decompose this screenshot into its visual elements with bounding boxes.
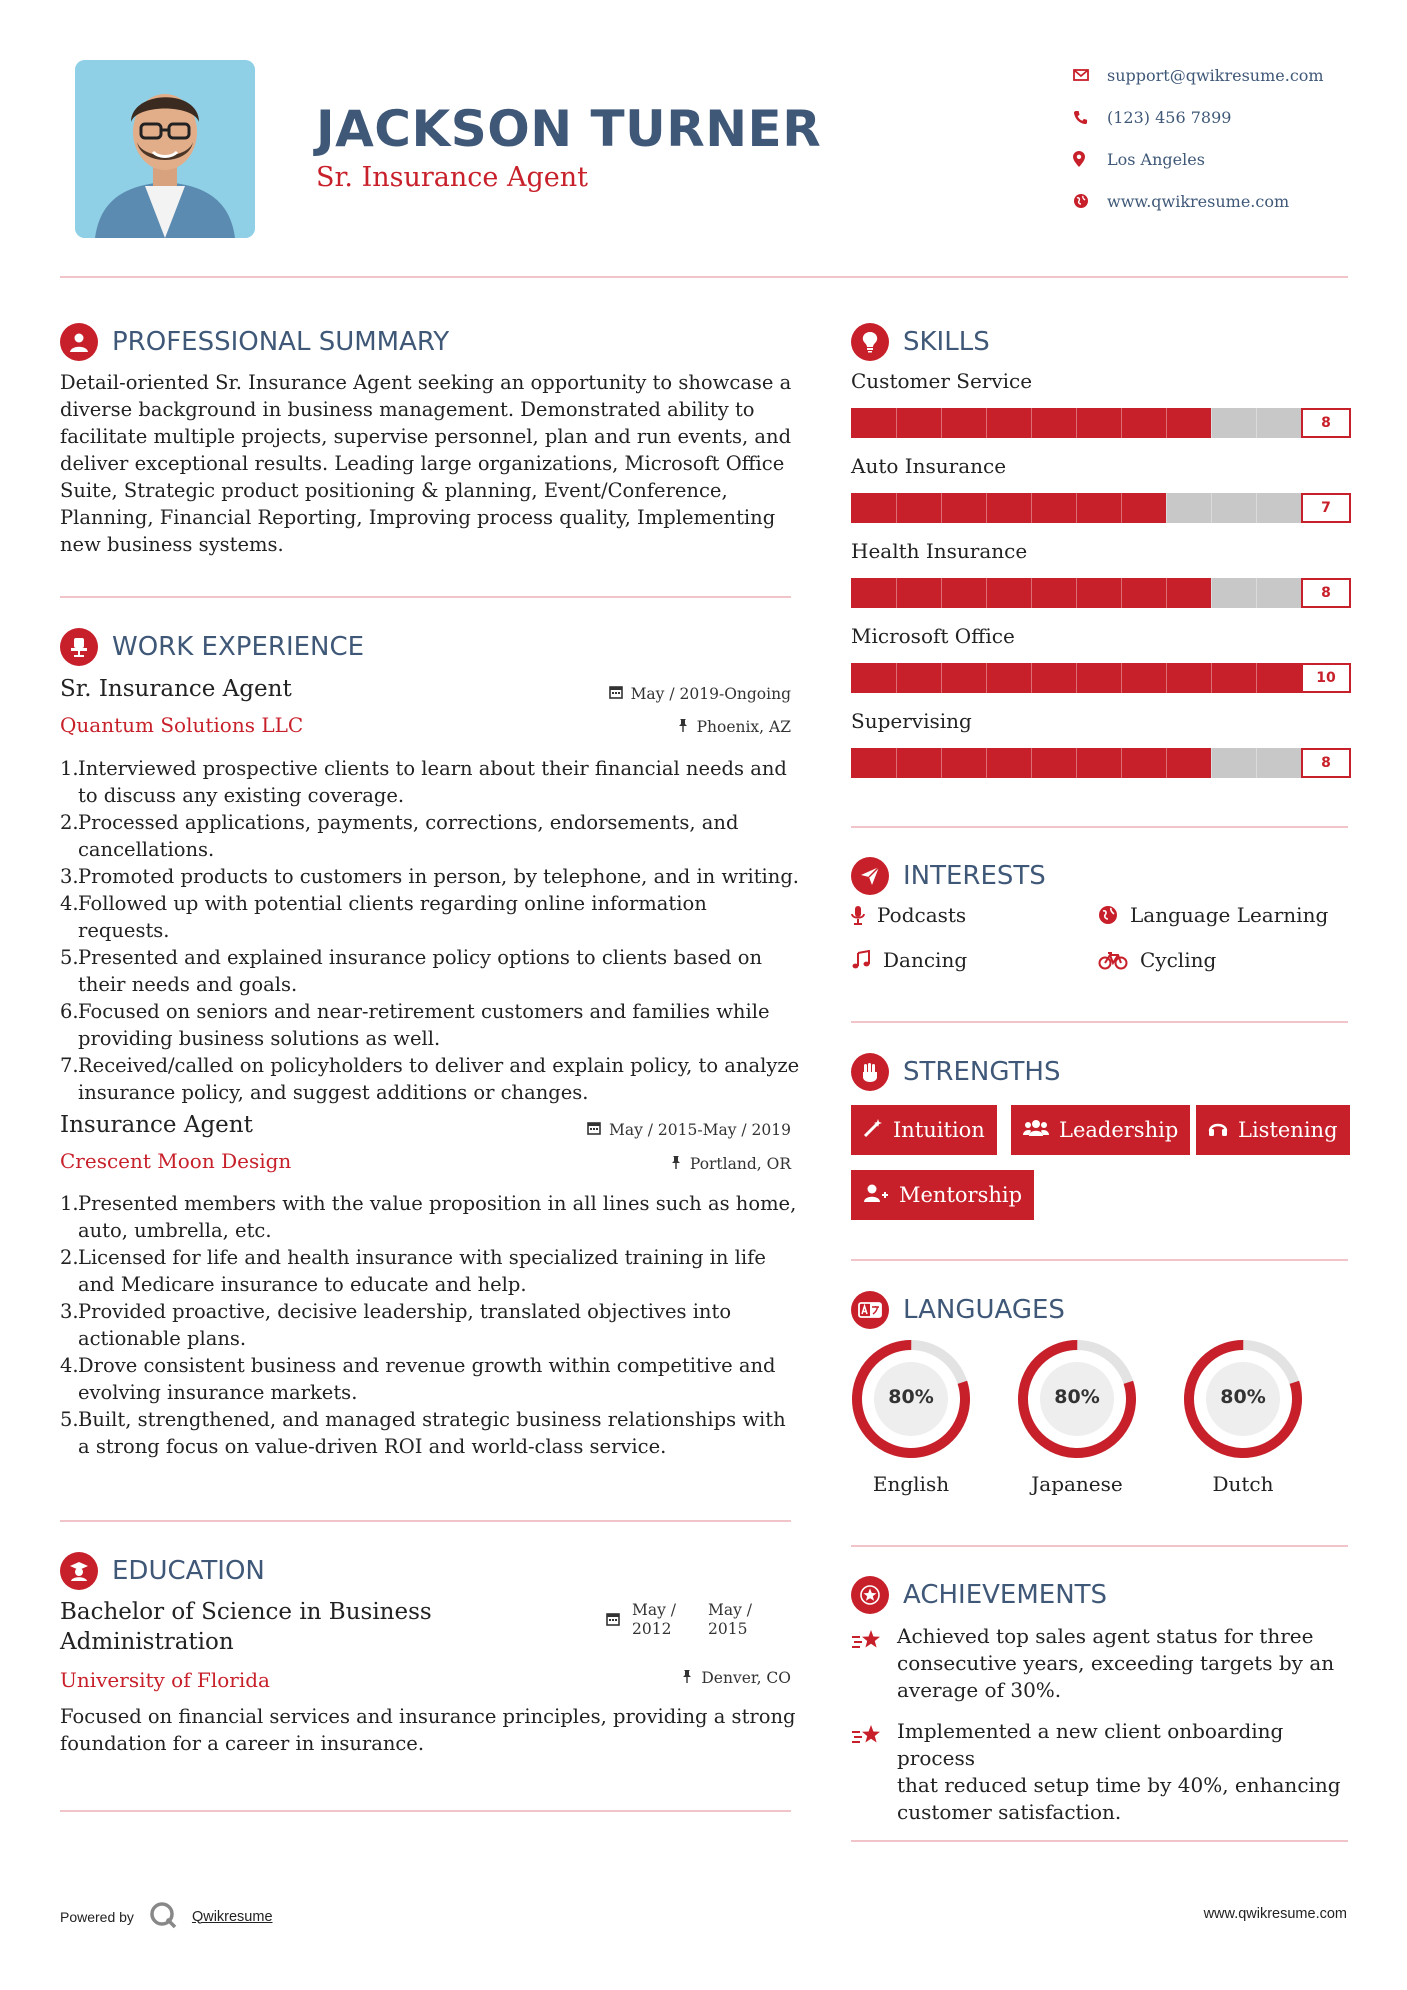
contact-location-text: Los Angeles [1107, 149, 1205, 169]
skill-bar [851, 493, 1351, 523]
microphone-icon [851, 905, 865, 925]
job-dates: May / 2019-Ongoing [609, 685, 791, 703]
skill-name: Supervising [851, 709, 972, 733]
interests-divider [851, 1021, 1348, 1023]
skills-heading: SKILLS [851, 323, 990, 361]
degree-line-2: Administration [60, 1629, 234, 1655]
skill-bar-tick [1121, 408, 1122, 438]
skill-bar-tick [941, 663, 942, 693]
list-item: Focused on seniors and near-retirement customers and families while providing business solutions as well. [78, 1000, 770, 1050]
list-item: Presented members with the value proposition in all lines such as home, auto, umbrella, etc. [78, 1192, 797, 1242]
skill-bar [851, 663, 1351, 693]
list-item: Received/called on policyholders to deliver and explain policy, to analyze insurance policy, and suggest additions or changes. [78, 1054, 800, 1104]
skill-bar-tick [1031, 748, 1032, 778]
skill-bar-tick [896, 663, 897, 693]
skill-bar-tick [941, 408, 942, 438]
lightbulb-icon [851, 323, 889, 361]
skill-bar [851, 408, 1351, 438]
paper-plane-icon [851, 857, 889, 895]
headphones-icon [1208, 1118, 1228, 1143]
skill-name: Customer Service [851, 369, 1033, 393]
achievements-divider [851, 1840, 1348, 1842]
header-divider [60, 276, 1348, 278]
interest-item-dancing: Dancing [851, 948, 967, 972]
user-plus-icon [863, 1183, 889, 1208]
skill-bar-tick [941, 578, 942, 608]
job-duties [60, 755, 800, 1106]
education-divider [60, 1810, 791, 1812]
envelope-icon [1073, 68, 1107, 82]
candidate-title: Sr. Insurance Agent [316, 162, 588, 193]
interest-item-cycling: Cycling [1098, 948, 1216, 972]
job-company: Quantum Solutions LLC [60, 713, 304, 737]
skill-bar-tick [1121, 493, 1122, 523]
skill-score: 8 [1301, 408, 1351, 438]
skill-bar-tick [1076, 578, 1077, 608]
list-item: Drove consistent business and revenue growth within competitive and evolving insurance markets. [78, 1354, 776, 1404]
skill-bar-tick [1076, 748, 1077, 778]
language-level: 80% [1220, 1386, 1266, 1408]
skill-bar-tick [1121, 663, 1122, 693]
skill-bar-tick [1031, 408, 1032, 438]
skill-bar-tick [1211, 578, 1212, 608]
calendar-icon [606, 1611, 620, 1630]
bicycle-icon [1098, 950, 1128, 970]
summary-heading: PROFESSIONAL SUMMARY [60, 323, 449, 361]
experience-divider [60, 1520, 791, 1522]
skill-bar-tick [986, 493, 987, 523]
summary-text: Detail-oriented Sr. Insurance Agent seeking an opportunity to showcase a diverse background in business management. Demonstrated ability to facilitate multiple projects, supervise personnel, plan and run events, and deliver exceptional results. Leading large organizations, Microsoft Office Suite, Strategic product positioning & planning, Event/Conference, Planning, Financial Reporting, Improving process quality, Implementing new business systems. [60, 371, 792, 556]
skill-bar-fill [851, 663, 1351, 693]
users-group-icon [1023, 1118, 1049, 1143]
job-location: Portland, OR [670, 1155, 791, 1173]
skill-bar-tick [1166, 663, 1167, 693]
skill-name: Auto Insurance [851, 454, 1007, 478]
skill-bar-tick [1031, 493, 1032, 523]
skill-bar-tick [1211, 408, 1212, 438]
skill-bar-tick [1166, 493, 1167, 523]
contact-location [1073, 138, 1373, 180]
footer-branding [60, 1900, 273, 1933]
list-item: Processed applications, payments, corrections, endorsements, and cancellations. [78, 811, 739, 861]
degree-line-1: Bachelor of Science in Business [60, 1599, 432, 1625]
skill-bar-tick [986, 663, 987, 693]
skill-name: Health Insurance [851, 539, 1028, 563]
list-item: Built, strengthened, and managed strategic business relationships with a strong focus on value-driven ROI and world-class service. [78, 1408, 786, 1458]
interest-item-language-learning: Language Learning [1098, 903, 1328, 927]
language-name: Japanese [1031, 1472, 1123, 1496]
skill-score: 8 [1301, 748, 1351, 778]
interest-item-podcasts: Podcasts [851, 903, 966, 927]
skill-score: 10 [1301, 663, 1351, 693]
fist-icon [851, 1053, 889, 1091]
contact-email[interactable] [1073, 54, 1373, 96]
skill-bar-tick [1076, 493, 1077, 523]
skill-bar-tick [1166, 578, 1167, 608]
skill-bar-tick [986, 578, 987, 608]
list-item: Presented and explained insurance policy options to clients based on their needs and goals. [78, 946, 763, 996]
skill-bar-tick [1256, 663, 1257, 693]
job-title: Insurance Agent [60, 1112, 253, 1138]
achievement-item: Achieved top sales agent status for three consecutive years, exceeding targets by an average of 30%. [851, 1623, 1351, 1704]
education-heading: EDUCATION [60, 1552, 265, 1590]
education-text: Focused on financial services and insurance principles, providing a strong foundation for a career in insurance. [60, 1705, 796, 1755]
skill-bar-tick [1031, 663, 1032, 693]
skill-bar-tick [1121, 578, 1122, 608]
magic-wand-icon [863, 1118, 883, 1143]
qwikresume-link[interactable]: Qwikresume [191, 1908, 273, 1925]
list-item: Licensed for life and health insurance with specialized training in life and Medicare insurance to educate and help. [78, 1246, 766, 1296]
language-level: 80% [888, 1386, 934, 1408]
globe-icon [1098, 905, 1118, 925]
user-icon [60, 323, 98, 361]
strength-chip-leadership: Leadership [1011, 1105, 1190, 1155]
calendar-icon [609, 685, 623, 703]
translate-icon [851, 1291, 889, 1329]
contact-email-text: support@qwikresume.com [1107, 65, 1324, 85]
job-company: Crescent Moon Design [60, 1149, 292, 1173]
pushpin-icon [670, 1155, 682, 1173]
summary-divider [60, 596, 791, 598]
languages-divider [851, 1545, 1348, 1547]
experience-heading: WORK EXPERIENCE [60, 628, 364, 666]
job-title: Sr. Insurance Agent [60, 676, 292, 702]
skill-bar-tick [896, 493, 897, 523]
skill-bar-tick [1076, 663, 1077, 693]
skill-bar-tick [1211, 493, 1212, 523]
skill-bar [851, 748, 1351, 778]
skill-bar-tick [1256, 578, 1257, 608]
map-pin-icon [1073, 151, 1107, 167]
contact-website[interactable] [1073, 180, 1373, 222]
education-location: Denver, CO [681, 1669, 791, 1687]
skill-bar-tick [986, 408, 987, 438]
music-note-icon [851, 950, 871, 970]
education-end-date: May / 2015 [708, 1601, 753, 1638]
achievement-item: Implemented a new client onboarding process that reduced setup time by 40%, enhancing customer satisfaction. [851, 1718, 1351, 1826]
skill-bar-tick [1256, 408, 1257, 438]
skill-bar-tick [941, 748, 942, 778]
skill-bar-tick [1211, 748, 1212, 778]
strength-chip-mentorship: Mentorship [851, 1170, 1034, 1220]
skill-bar-tick [896, 408, 897, 438]
globe-icon [1073, 193, 1107, 209]
candidate-name: JACKSON TURNER [316, 100, 822, 158]
contact-website-text: www.qwikresume.com [1107, 191, 1290, 211]
skills-divider [851, 826, 1348, 828]
achievements-heading: ACHIEVEMENTS [851, 1576, 1107, 1614]
phone-icon [1073, 110, 1107, 125]
language-level: 80% [1054, 1386, 1100, 1408]
strengths-heading: STRENGTHS [851, 1053, 1061, 1091]
list-item: Interviewed prospective clients to learn about their financial needs and to discuss any existing coverage. [78, 757, 787, 807]
contact-phone[interactable] [1073, 96, 1373, 138]
list-item: Promoted products to customers in person, by telephone, and in writing. [78, 865, 800, 888]
skill-bar-tick [896, 578, 897, 608]
pushpin-icon [681, 1669, 693, 1687]
skill-bar-tick [941, 493, 942, 523]
skill-bar-tick [986, 748, 987, 778]
pushpin-icon [677, 718, 689, 736]
strength-chip-intuition: Intuition [851, 1105, 997, 1155]
skill-bar-tick [1076, 408, 1077, 438]
skill-bar-fill [851, 493, 1166, 523]
job-duties [60, 1190, 800, 1460]
contact-phone-text: (123) 456 7899 [1107, 107, 1232, 127]
job-location: Phoenix, AZ [677, 718, 791, 736]
school-name: University of Florida [60, 1668, 270, 1692]
skill-bar-tick [1121, 748, 1122, 778]
skill-name: Microsoft Office [851, 624, 1015, 648]
calendar-icon [587, 1121, 601, 1139]
strength-chip-listening: Listening [1196, 1105, 1350, 1155]
skill-bar-tick [1256, 493, 1257, 523]
briefcase-chair-icon [60, 628, 98, 666]
contact-list [1073, 54, 1373, 222]
graduate-icon [60, 1552, 98, 1590]
powered-by-text: Powered by [60, 1908, 134, 1925]
job-dates: May / 2015-May / 2019 [587, 1121, 791, 1139]
skill-bar-tick [1166, 408, 1167, 438]
languages-heading: LANGUAGES [851, 1291, 1065, 1329]
skill-bar-tick [1211, 663, 1212, 693]
skill-bar-tick [1256, 748, 1257, 778]
qwikresume-logo-icon [148, 1900, 178, 1933]
shooting-star-icon [851, 1623, 897, 1704]
language-name: Dutch [1212, 1472, 1274, 1496]
skill-score: 7 [1301, 493, 1351, 523]
footer-website-link[interactable]: www.qwikresume.com [1203, 1906, 1347, 1922]
profile-photo [75, 60, 255, 238]
skill-score: 8 [1301, 578, 1351, 608]
language-name: English [872, 1472, 950, 1496]
skill-bar [851, 578, 1351, 608]
education-start-date: May / 2012 [632, 1601, 677, 1638]
skill-bar-tick [1031, 578, 1032, 608]
shooting-star-icon [851, 1718, 897, 1826]
star-badge-icon [851, 1576, 889, 1614]
skill-bar-tick [1166, 748, 1167, 778]
strengths-divider [851, 1259, 1348, 1261]
list-item: Provided proactive, decisive leadership, translated objectives into actionable plans. [78, 1300, 732, 1350]
skill-bar-tick [896, 748, 897, 778]
interests-heading: INTERESTS [851, 857, 1046, 895]
list-item: Followed up with potential clients regarding online information requests. [78, 892, 707, 942]
